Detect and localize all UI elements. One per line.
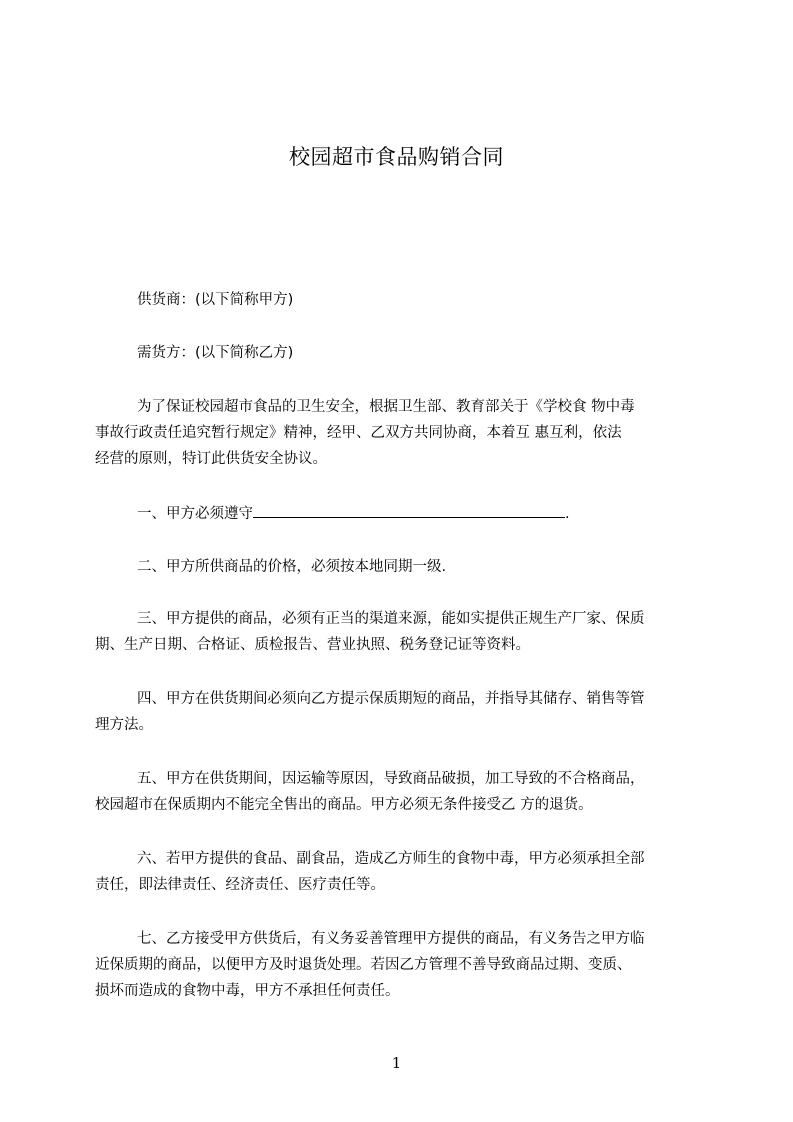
intro-line-2: 事故行政责任追究暂行规定》精神，经甲、乙双方共同协商，本着互 惠互利，依法 [95, 425, 622, 441]
clause-1-end: . [565, 506, 570, 522]
clause-1-line [95, 501, 707, 527]
clause-6 [95, 846, 707, 898]
clause-2 [95, 554, 707, 580]
clause-2-text: 二、甲方所供商品的价格，必须按本地同期一级. [137, 559, 447, 575]
buyer-text: 需货方：(以下简称乙方) [137, 345, 294, 361]
clause-6-line-2: 责任，即法律责任、经济责任、医疗责任等。 [95, 877, 385, 893]
buyer-line [95, 340, 707, 366]
clause-4-line-1: 四、甲方在供货期间必须向乙方提示保质期短的商品，并指导其储存、销售等管 [137, 691, 645, 707]
clause-3 [95, 606, 707, 658]
intro-line-3: 经营的原则，特订此供货安全协议。 [95, 451, 327, 467]
clause-5 [95, 766, 707, 818]
clause-3-line-2: 期、生产日期、合格证、质检报告、营业执照、税务登记证等资料。 [95, 637, 530, 653]
clause-1 [95, 501, 707, 527]
clause-6-line-1: 六、若甲方提供的食品、副食品，造成乙方师生的食物中毒，甲方必须承担全部 [137, 851, 645, 867]
clause-7-line-2: 近保质期的商品，以便甲方及时退货处理。若因乙方管理不善导致商品过期、变质、 [95, 957, 632, 973]
clause-7-line-1: 七、乙方接受甲方供货后，有义务妥善管理甲方提供的商品，有义务告之甲方临 [137, 931, 645, 947]
clause-5-line-1: 五、甲方在供货期间，因运输等原因，导致商品破损，加工导致的不合格商品， [137, 771, 645, 787]
clause-1-text: 一、甲方必须遵守 [137, 506, 253, 522]
clause-1-blank [253, 501, 565, 518]
clause-4 [95, 686, 707, 738]
supplier-line [95, 287, 707, 313]
clause-7 [95, 926, 707, 1004]
clause-5-line-2: 校园超市在保质期内不能完全售出的商品。甲方必须无条件接受乙 方的退货。 [95, 797, 593, 813]
clause-7-line-3: 损坏而造成的食物中毒，甲方不承担任何责任。 [95, 983, 400, 999]
supplier-text: 供货商：(以下简称甲方) [137, 292, 294, 308]
clause-3-line-1: 三、甲方提供的商品，必须有正当的渠道来源，能如实提供正规生产厂家、保质 [137, 611, 645, 627]
clause-4-line-2: 理方法。 [95, 717, 153, 733]
page-number: 1 [391, 1054, 402, 1072]
intro-line-1: 为了保证校园超市食品的卫生安全，根据卫生部、教育部关于《学校食 物中毒 [137, 399, 635, 415]
intro-paragraph [95, 394, 707, 472]
document-title: 校园超市食品购销合同 [289, 145, 504, 169]
